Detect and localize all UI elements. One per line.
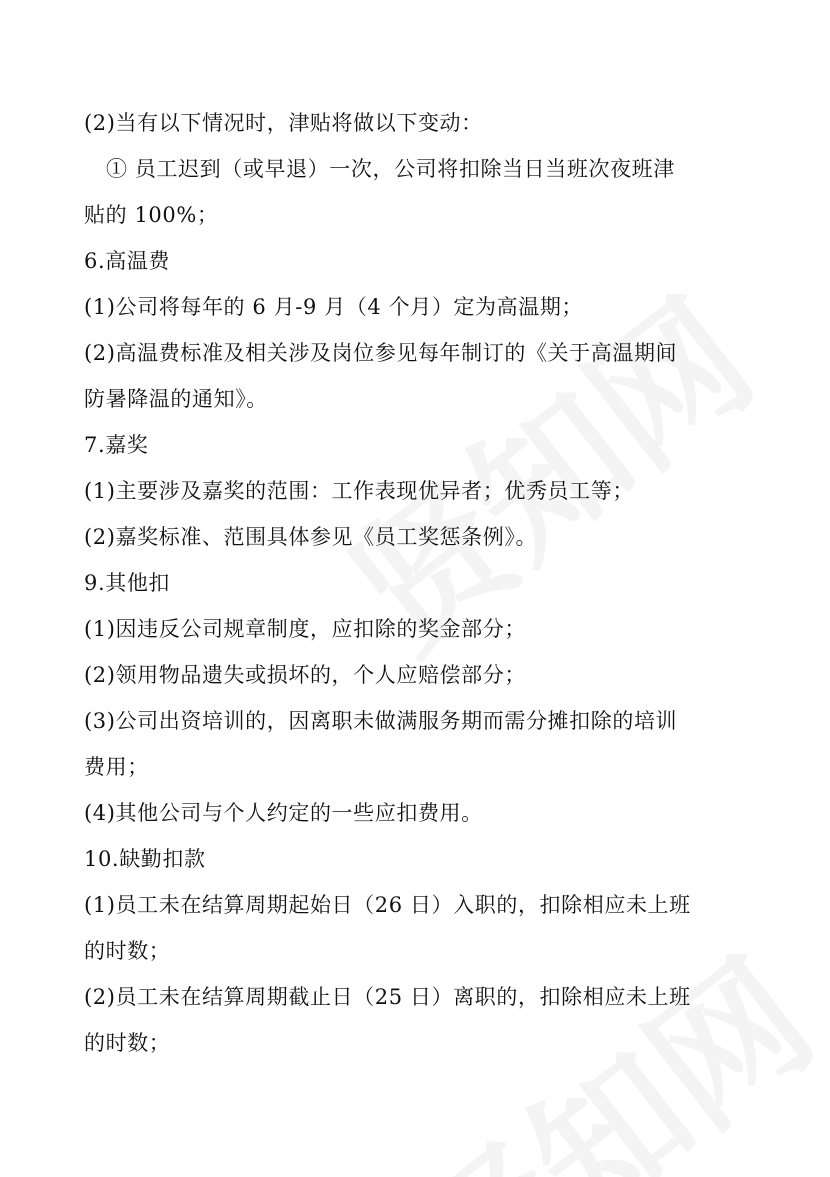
para-high-temp-standard-cont: 防暑降温的通知》。 xyxy=(84,387,268,411)
para-late-deduction-cont: 贴的 100%； xyxy=(84,203,219,227)
heading-other-deductions: 9.其他扣 xyxy=(84,571,171,595)
para-early-departure-cont: 的时数； xyxy=(84,1031,171,1055)
heading-commendation: 7.嘉奖 xyxy=(84,433,149,457)
para-late-onboarding-cont: 的时数； xyxy=(84,939,171,963)
para-allowance-changes: (2)当有以下情况时，津贴将做以下变动： xyxy=(84,111,483,135)
heading-high-temp-fee: 6.高温费 xyxy=(84,249,171,273)
para-high-temp-standard: (2)高温费标准及相关涉及岗位参见每年制订的《关于高温期间 xyxy=(84,341,678,365)
para-training-cost: (3)公司出资培训的，因离职未做满服务期而需分摊扣除的培训 xyxy=(84,709,678,733)
para-lost-items: (2)领用物品遗失或损坏的，个人应赔偿部分； xyxy=(84,663,526,687)
para-other-agreed-fees: (4)其他公司与个人约定的一些应扣费用。 xyxy=(84,801,483,825)
para-high-temp-period: (1)公司将每年的 6 月-9 月（4 个月）定为高温期； xyxy=(84,295,584,319)
para-commendation-scope: (1)主要涉及嘉奖的范围：工作表现优异者；优秀员工等； xyxy=(84,479,634,503)
heading-absence-deduction: 10.缺勤扣款 xyxy=(84,847,206,871)
para-rule-violation: (1)因违反公司规章制度，应扣除的奖金部分； xyxy=(84,617,526,641)
document-body xyxy=(84,100,750,1066)
para-training-cost-cont: 费用； xyxy=(84,755,149,779)
para-late-deduction: ① 员工迟到（或早退）一次，公司将扣除当日当班次夜班津 xyxy=(106,157,675,181)
para-early-departure: (2)员工未在结算周期截止日（25 日）离职的，扣除相应未上班 xyxy=(84,985,691,1009)
para-commendation-standard: (2)嘉奖标准、范围具体参见《员工奖惩条例》。 xyxy=(84,525,538,549)
para-late-onboarding: (1)员工未在结算周期起始日（26 日）入职的，扣除相应未上班 xyxy=(84,893,691,917)
